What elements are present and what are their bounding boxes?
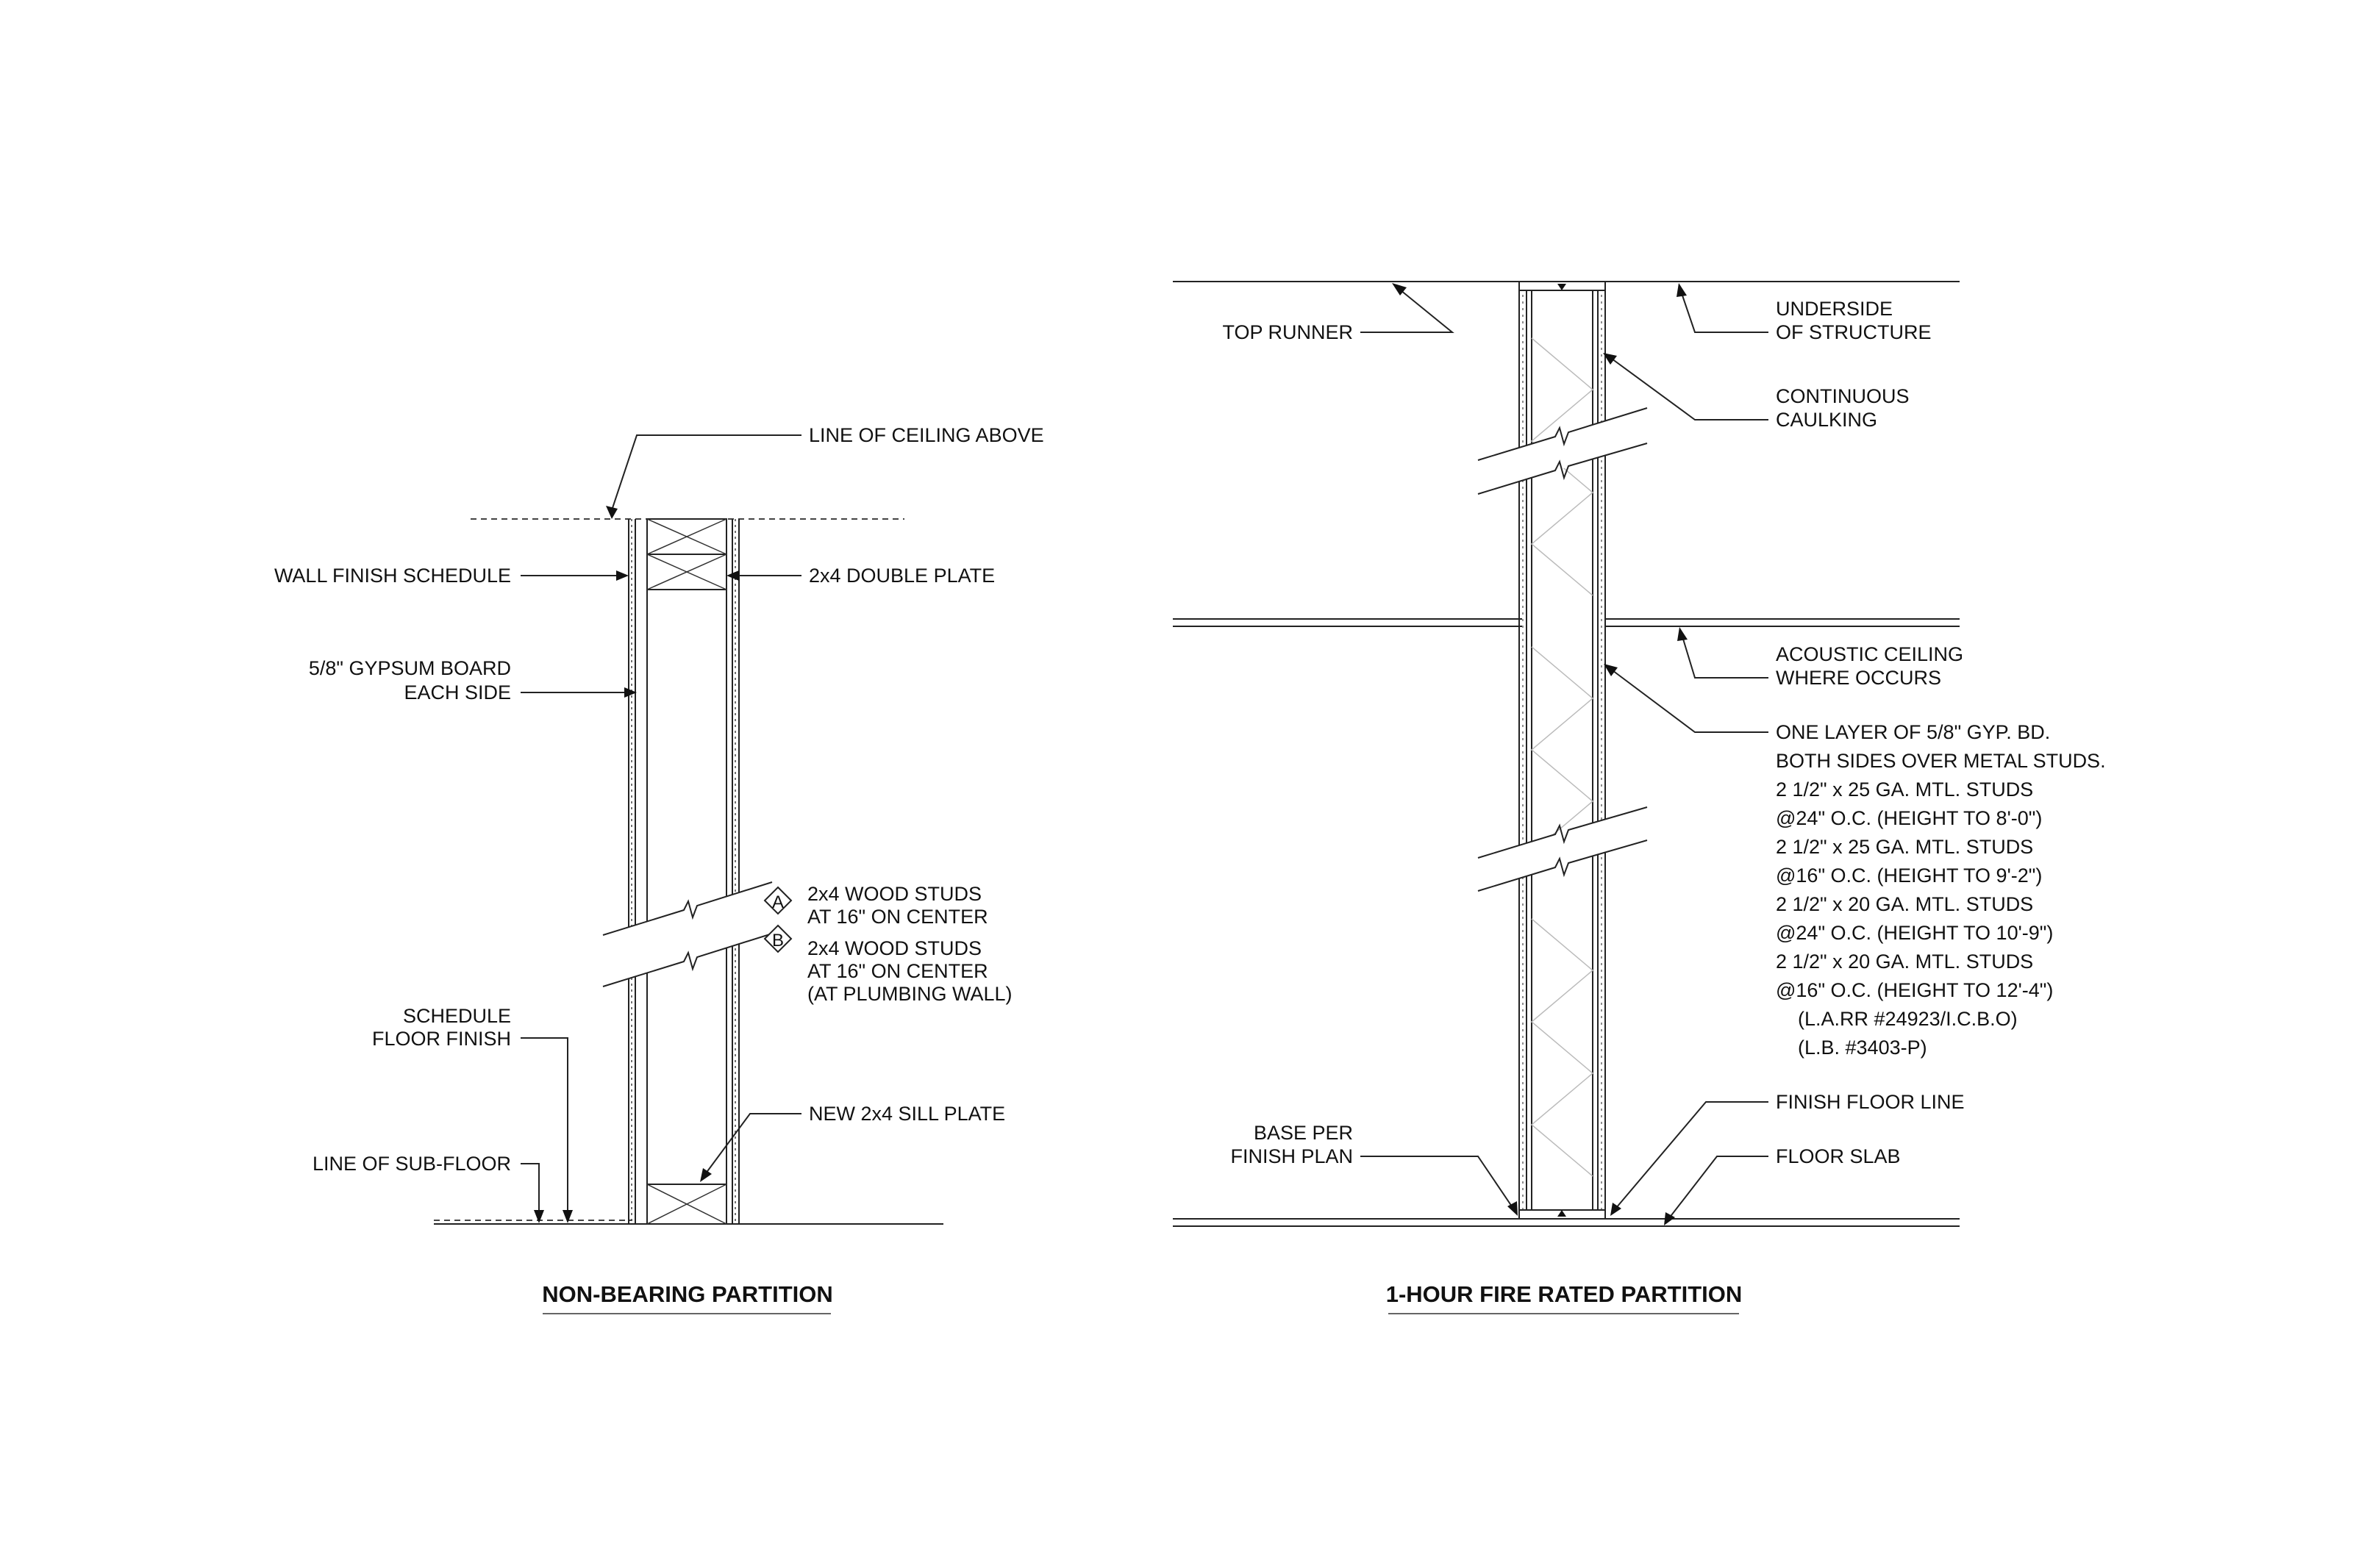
label-floor-slab: FLOOR SLAB [1776,1145,1901,1167]
title-non-bearing-partition: NON-BEARING PARTITION [542,1281,833,1307]
label-double-plate: 2x4 DOUBLE PLATE [809,565,996,587]
non-bearing-partition-detail [274,424,1044,1314]
break-line-upper [1478,408,1647,494]
approval-line: (L.B. #3403-P) [1798,1037,1927,1059]
spec-note-line: @16" O.C. (HEIGHT TO 9'-2") [1776,864,2043,887]
wood-stud-wall [629,519,739,1224]
label-schedule-floor-finish-2: FLOOR FINISH [371,1028,511,1050]
sill-plate [647,1184,726,1224]
label-wall-finish-schedule: WALL FINISH SCHEDULE [274,565,511,587]
approval-line: (L.A.RR #24923/I.C.B.O) [1798,1008,2018,1030]
spec-note-line: ONE LAYER OF 5/8" GYP. BD. [1776,721,2051,743]
spec-note-line: @24" O.C. (HEIGHT TO 10'-9") [1776,922,2054,944]
spec-note-line: BOTH SIDES OVER METAL STUDS. [1776,750,2106,772]
metal-stud-wall [1519,282,1605,1219]
label-continuous-caulking-2: CAULKING [1776,409,1878,431]
label-line-of-ceiling-above: LINE OF CEILING ABOVE [809,424,1044,446]
label-wood-studs-b-1: 2x4 WOOD STUDS [807,937,982,959]
label-underside-of-structure-1: UNDERSIDE [1776,298,1893,320]
spec-note-line: @16" O.C. (HEIGHT TO 12'-4") [1776,979,2054,1001]
label-line-of-sub-floor: LINE OF SUB-FLOOR [312,1153,511,1175]
spec-note-line: 2 1/2" x 20 GA. MTL. STUDS [1776,893,2034,915]
label-top-runner: TOP RUNNER [1222,321,1353,343]
spec-note-line: 2 1/2" x 25 GA. MTL. STUDS [1776,778,2034,801]
break-line-lower [1478,807,1647,891]
label-base-per-finish-plan-2: FINISH PLAN [1230,1145,1353,1167]
double-plate [647,519,726,590]
label-wood-studs-a-1: 2x4 WOOD STUDS [807,883,982,905]
spec-note-line: 2 1/2" x 25 GA. MTL. STUDS [1776,836,2034,858]
title-fire-rated-partition: 1-HOUR FIRE RATED PARTITION [1385,1281,1743,1307]
label-base-per-finish-plan-1: BASE PER [1253,1122,1353,1144]
svg-text:B: B [771,931,785,951]
label-wood-studs-b-3: (AT PLUMBING WALL) [807,983,1013,1005]
label-continuous-caulking-1: CONTINUOUS [1776,385,1910,407]
label-underside-of-structure-2: OF STRUCTURE [1776,321,1932,343]
label-gypsum-board-2: EACH SIDE [404,681,511,704]
spec-note-line: 2 1/2" x 20 GA. MTL. STUDS [1776,951,2034,973]
spec-notes [1776,721,2106,1059]
label-acoustic-ceiling-1: ACOUSTIC CEILING [1776,643,1964,665]
label-schedule-floor-finish-1: SCHEDULE [402,1005,511,1027]
label-gypsum-board-1: 5/8" GYPSUM BOARD [308,657,511,679]
label-wood-studs-a-2: AT 16" ON CENTER [807,906,988,928]
label-wood-studs-b-2: AT 16" ON CENTER [807,960,988,982]
fire-rated-partition-detail [1173,282,2106,1314]
label-new-sill-plate: NEW 2x4 SILL PLATE [809,1103,1006,1125]
label-finish-floor-line: FINISH FLOOR LINE [1776,1091,1965,1113]
svg-text:A: A [771,892,785,912]
label-acoustic-ceiling-2: WHERE OCCURS [1776,667,1942,689]
spec-note-line: @24" O.C. (HEIGHT TO 8'-0") [1776,807,2043,829]
